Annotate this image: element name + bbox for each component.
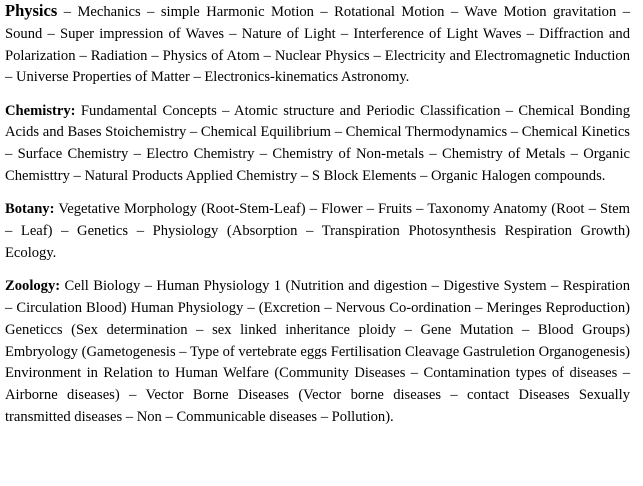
zoology-heading: Zoology: xyxy=(5,278,61,295)
zoology-topics: Cell Biology – Human Physiology 1 (Nutrition and digestion – Digestive System – Respiration – Circulation Blood) Human Physiology – (Excretion – Nervous Co-ordination – Meringes Reproduction) Geneticcs (Sex determination – sex linked inheritance ploidy – Gene Mutation – Blood Groups) Embryology (Gametogenesis – Type of vertebrate eggs Fertilisation Cleavage Gastruletion Organogenesis) Environment in Relation to Human Welfare (Community Diseases – Contamination types of diseases – Airborne diseases) – Vector Borne Diseases (Vector borne diseases – contact Diseases Sexually transmitted diseases – Non – Communicable diseases – Pollution). xyxy=(5,278,630,426)
chemistry-section xyxy=(5,101,630,188)
physics-section xyxy=(5,0,630,89)
chemistry-heading: Chemistry: xyxy=(5,102,76,119)
zoology-section xyxy=(5,276,630,429)
botany-section xyxy=(5,199,630,264)
physics-heading: Physics xyxy=(5,1,58,20)
botany-topics: Vegetative Morphology (Root-Stem-Leaf) – Flower – Fruits – Taxonomy Anatomy (Root – Stem – Leaf) – Genetics – Physiology (Absorption – Transpiration Photosynthesis Respiration Growth) Ecology. xyxy=(5,201,630,261)
botany-heading: Botany: xyxy=(5,201,55,218)
chemistry-topics: Fundamental Concepts – Atomic structure and Periodic Classification – Chemical Bonding Acids and Bases Stoichemistry – Chemical Equilibrium – Chemical Thermodynamics – Chemical Kinetics – Surface Chemistry – Electro Chemistry – Chemistry of Non-metals – Chemistry of Metals – Organic Chemisttry – Natural Products Applied Chemistry – S Block Elements – Organic Halogen compounds. xyxy=(5,102,630,185)
syllabus-document xyxy=(5,0,630,429)
physics-topics: – Mechanics – simple Harmonic Motion – Rotational Motion – Wave Motion gravitation – Sound – Super impression of Waves – Nature of Light – Interference of Light Waves – Diffraction and Polarization – Radiation – Physics of Atom – Nuclear Physics – Electricity and Electromagnetic Induction – Universe Properties of Matter – Electronics-kinematics Astronomy. xyxy=(5,4,630,86)
